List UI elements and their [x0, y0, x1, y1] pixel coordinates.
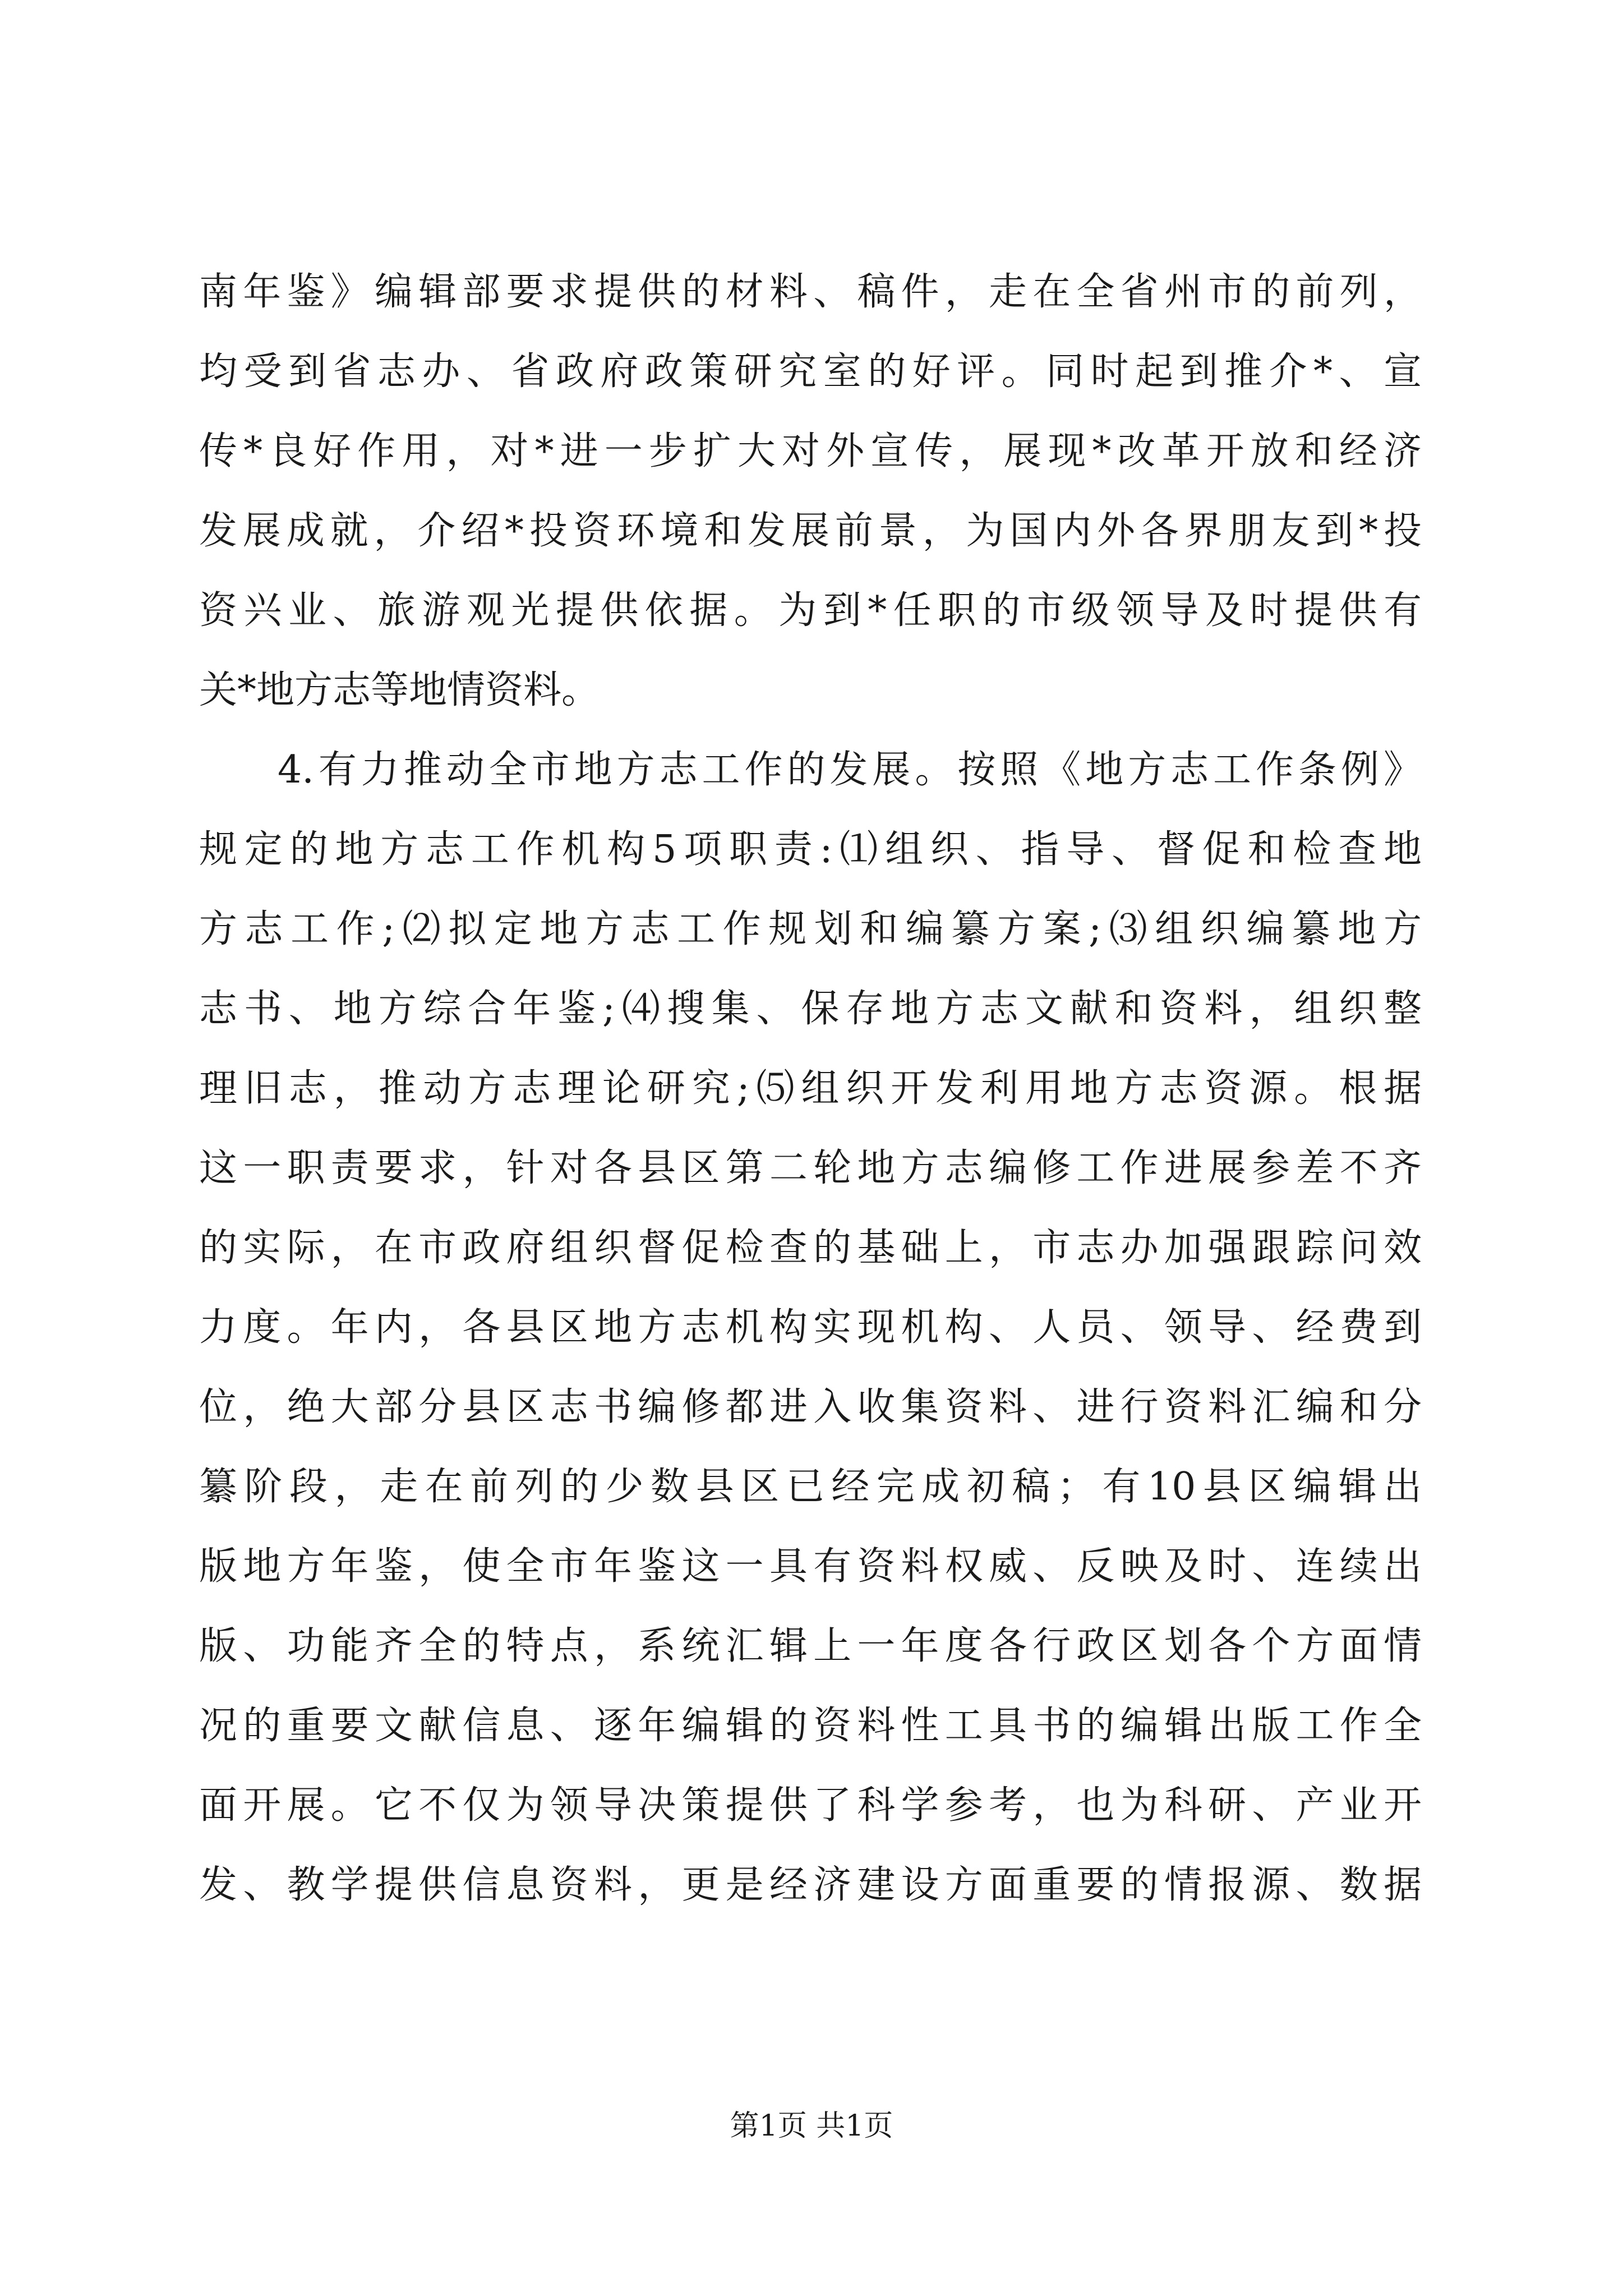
text-line: 4.有力推动全市地方志工作的发展。按照《地方志工作条例》	[278, 748, 1422, 792]
text-line: 均受到省志办、省政府政策研究室的好评。同时起到推介*、宣	[199, 349, 1422, 394]
text-line: 面开展。它不仅为领导决策提供了科学参考，也为科研、产业开	[199, 1783, 1422, 1828]
text-line: 纂阶段，走在前列的少数县区已经完成初稿；有10县区编辑出	[199, 1465, 1422, 1509]
text-line: 发、教学提供信息资料，更是经济建设方面重要的情报源、数据	[199, 1863, 1422, 1907]
text-line: 志书、地方综合年鉴;⑷搜集、保存地方志文献和资料，组织整	[199, 987, 1422, 1031]
body-text	[199, 252, 1422, 1925]
text-line: 这一职责要求，针对各县区第二轮地方志编修工作进展参差不齐	[199, 1146, 1422, 1190]
page-footer	[0, 2106, 1623, 2146]
text-line: 力度。年内，各县区地方志机构实现机构、人员、领导、经费到	[199, 1305, 1422, 1350]
text-line: 规定的地方志工作机构5项职责:⑴组织、指导、督促和检查地	[199, 827, 1422, 872]
text-line: 传*良好作用，对*进一步扩大对外宣传，展现*改革开放和经济	[199, 429, 1422, 473]
text-line: 位，绝大部分县区志书编修都进入收集资料、进行资料汇编和分	[199, 1385, 1422, 1429]
text-line: 方志工作;⑵拟定地方志工作规划和编纂方案;⑶组织编纂地方	[199, 907, 1422, 951]
text-line: 的实际，在市政府组织督促检查的基础上，市志办加强跟踪问效	[199, 1226, 1422, 1270]
text-line: 资兴业、旅游观光提供依据。为到*任职的市级领导及时提供有	[199, 588, 1422, 633]
text-line: 版地方年鉴，使全市年鉴这一具有资料权威、反映及时、连续出	[199, 1544, 1422, 1589]
page-number: 第1页 共1页	[730, 2109, 893, 2143]
text-line: 南年鉴》编辑部要求提供的材料、稿件，走在全省州市的前列，	[199, 270, 1422, 314]
text-line: 关*地方志等地情资料。	[199, 668, 600, 712]
text-line: 况的重要文献信息、逐年编辑的资料性工具书的编辑出版工作全	[199, 1704, 1422, 1748]
text-line: 理旧志，推动方志理论研究;⑸组织开发利用地方志资源。根据	[199, 1066, 1422, 1111]
text-line: 版、功能齐全的特点，系统汇辑上一年度各行政区划各个方面情	[199, 1624, 1422, 1668]
text-line: 发展成就，介绍*投资环境和发展前景，为国内外各界朋友到*投	[199, 509, 1422, 553]
